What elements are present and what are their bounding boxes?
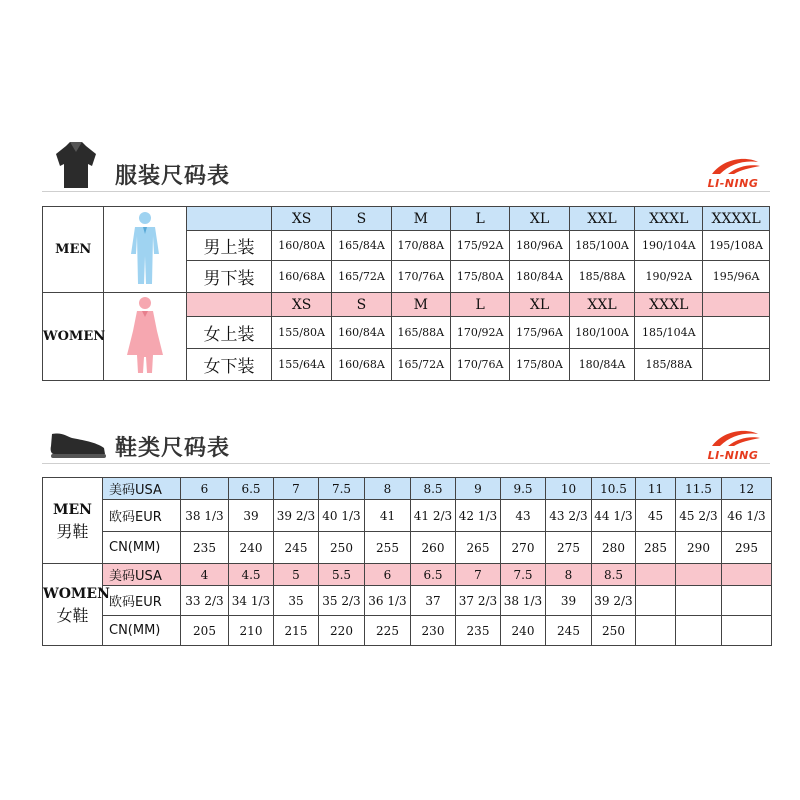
men-shoe-value: 255 (365, 532, 411, 564)
women-shoe-value: 225 (365, 616, 411, 646)
men-shoe-value: 280 (592, 532, 636, 564)
apparel-header (42, 142, 770, 192)
women-shoe-value (722, 564, 772, 586)
men-bottom-value: 170/76A (391, 261, 450, 293)
li-ning-logo-icon (698, 156, 768, 178)
women-size-corner (187, 293, 272, 317)
men-shoe-value: 7 (274, 478, 319, 500)
women-size-xs: XS (271, 293, 331, 317)
shoe-icon (48, 426, 108, 462)
men-top-value: 165/84A (332, 231, 391, 261)
men-shoe-value: 41 2/3 (411, 500, 456, 532)
brand-logo (698, 428, 768, 462)
men-shoe-value: 41 (365, 500, 411, 532)
men-bottom-value: 165/72A (332, 261, 391, 293)
women-shoe-row (43, 564, 772, 586)
men-shoe-row-label: 美码USA (103, 478, 181, 500)
women-shoe-row (43, 616, 772, 646)
men-bottom-value: 195/96A (703, 261, 770, 293)
women-shoe-value (676, 586, 722, 616)
men-shoe-value: 7.5 (319, 478, 365, 500)
women-shoe-label-cell (43, 564, 110, 646)
women-shoe-label: WOMEN (43, 585, 110, 602)
men-size-xs: XS (271, 207, 331, 231)
women-shoe-value: 36 1/3 (365, 586, 411, 616)
women-shoe-value: 33 2/3 (181, 586, 229, 616)
women-shoe-value: 5 (274, 564, 319, 586)
women-size-empty (703, 293, 770, 317)
men-shoe-row-label: CN(MM) (103, 532, 181, 564)
men-size-xxxxl: XXXXL (703, 207, 770, 231)
women-bottom-value (703, 349, 770, 381)
women-shoe-row-label: CN(MM) (103, 616, 181, 646)
men-top-value: 175/92A (450, 231, 509, 261)
men-shoe-value: 9.5 (501, 478, 546, 500)
shirt-icon (52, 140, 100, 190)
women-figure-cell (104, 293, 187, 381)
women-size-xl: XL (510, 293, 569, 317)
women-shoe-row-label: 美码USA (103, 564, 181, 586)
women-top-value (703, 317, 770, 349)
apparel-size-table (42, 206, 770, 381)
men-shoe-value: 285 (636, 532, 676, 564)
men-top-value: 160/80A (271, 231, 331, 261)
women-bottom-value: 175/80A (510, 349, 569, 381)
women-shoe-value: 35 (274, 586, 319, 616)
men-shoe-value: 265 (456, 532, 501, 564)
women-shoe-value: 37 2/3 (456, 586, 501, 616)
women-shoe-row (43, 586, 772, 616)
women-top-value: 180/100A (569, 317, 635, 349)
men-shoe-row-label: 欧码EUR (103, 500, 181, 532)
women-size-m: M (391, 293, 450, 317)
men-shoe-value: 39 2/3 (274, 500, 319, 532)
men-bottom-value: 175/80A (450, 261, 509, 293)
men-shoe-value: 42 1/3 (456, 500, 501, 532)
men-shoe-row (43, 478, 772, 500)
men-shoe-value: 12 (722, 478, 772, 500)
women-shoe-value: 220 (319, 616, 365, 646)
women-shoe-value: 230 (411, 616, 456, 646)
women-shoe-value: 4.5 (229, 564, 274, 586)
men-shoe-value: 9 (456, 478, 501, 500)
men-size-s: S (332, 207, 391, 231)
li-ning-logo-icon (698, 428, 768, 450)
women-top-value: 155/80A (271, 317, 331, 349)
women-shoe-value: 240 (501, 616, 546, 646)
men-shoe-value: 11 (636, 478, 676, 500)
women-bottom-value: 180/84A (569, 349, 635, 381)
women-shoe-value: 39 2/3 (592, 586, 636, 616)
men-top-value: 185/100A (569, 231, 635, 261)
men-shoe-value: 270 (501, 532, 546, 564)
men-shoe-value: 11.5 (676, 478, 722, 500)
men-shoe-value: 6 (181, 478, 229, 500)
men-shoe-label: MEN (53, 501, 92, 518)
men-size-xl: XL (510, 207, 569, 231)
men-shoe-row (43, 532, 772, 564)
men-figure-cell (104, 207, 187, 293)
men-shoe-value: 39 (229, 500, 274, 532)
men-size-corner (187, 207, 272, 231)
men-top-label: 男上装 (187, 231, 272, 261)
women-size-s: S (332, 293, 391, 317)
women-top-value: 160/84A (332, 317, 391, 349)
men-shoe-value: 45 2/3 (676, 500, 722, 532)
women-shoe-value: 215 (274, 616, 319, 646)
women-bottom-value: 155/64A (271, 349, 331, 381)
women-shoe-value (722, 586, 772, 616)
men-label: MEN (43, 207, 104, 293)
men-shoe-value: 43 2/3 (546, 500, 592, 532)
apparel-divider (42, 191, 770, 192)
women-shoe-value: 7.5 (501, 564, 546, 586)
shoes-divider (42, 463, 770, 464)
women-shoe-value (676, 616, 722, 646)
men-size-m: M (391, 207, 450, 231)
men-size-xxxl: XXXL (635, 207, 703, 231)
women-label: WOMEN (43, 293, 104, 381)
women-size-xxxl: XXXL (635, 293, 703, 317)
men-shoe-value: 6.5 (229, 478, 274, 500)
women-shoe-value (676, 564, 722, 586)
women-shoe-value (636, 586, 676, 616)
women-shoe-value: 250 (592, 616, 636, 646)
women-shoe-value: 38 1/3 (501, 586, 546, 616)
women-shoe-value: 5.5 (319, 564, 365, 586)
men-shoe-value: 260 (411, 532, 456, 564)
shoe-size-table (42, 477, 772, 646)
women-bottom-label: 女下装 (187, 349, 272, 381)
women-shoe-value: 34 1/3 (229, 586, 274, 616)
men-shoe-value: 45 (636, 500, 676, 532)
men-shoe-value: 38 1/3 (181, 500, 229, 532)
women-top-value: 175/96A (510, 317, 569, 349)
men-top-value: 195/108A (703, 231, 770, 261)
men-shoe-value: 46 1/3 (722, 500, 772, 532)
men-shoe-row (43, 500, 772, 532)
women-bottom-value: 160/68A (332, 349, 391, 381)
men-shoe-value: 250 (319, 532, 365, 564)
men-shoe-value: 295 (722, 532, 772, 564)
men-bottom-value: 180/84A (510, 261, 569, 293)
women-shoe-value: 7 (456, 564, 501, 586)
men-shoe-value: 290 (676, 532, 722, 564)
women-size-xxl: XXL (569, 293, 635, 317)
men-bottom-value: 190/92A (635, 261, 703, 293)
women-shoe-value: 6.5 (411, 564, 456, 586)
shoes-header (42, 414, 770, 464)
men-shoe-value: 10 (546, 478, 592, 500)
women-shoe-value (722, 616, 772, 646)
women-shoe-value: 4 (181, 564, 229, 586)
men-shoe-value: 10.5 (592, 478, 636, 500)
men-shoe-value: 235 (181, 532, 229, 564)
women-shoe-value: 245 (546, 616, 592, 646)
women-shoe-value: 6 (365, 564, 411, 586)
women-shoe-value: 210 (229, 616, 274, 646)
women-top-label: 女上装 (187, 317, 272, 349)
men-shoe-value: 245 (274, 532, 319, 564)
men-shoe-value: 8 (365, 478, 411, 500)
women-top-value: 165/88A (391, 317, 450, 349)
men-size-xxl: XXL (569, 207, 635, 231)
man-figure-icon (125, 210, 165, 286)
women-size-header-row (43, 293, 770, 317)
women-bottom-value: 185/88A (635, 349, 703, 381)
women-shoe-value (636, 616, 676, 646)
men-bottom-value: 160/68A (271, 261, 331, 293)
women-bottom-value: 165/72A (391, 349, 450, 381)
men-shoe-value: 43 (501, 500, 546, 532)
women-shoe-value: 37 (411, 586, 456, 616)
women-top-value: 170/92A (450, 317, 509, 349)
women-shoe-value: 39 (546, 586, 592, 616)
woman-figure-icon (125, 295, 165, 375)
men-size-l: L (450, 207, 509, 231)
men-bottom-value: 185/88A (569, 261, 635, 293)
men-top-value: 180/96A (510, 231, 569, 261)
women-shoe-label-cn: 女鞋 (56, 605, 89, 625)
men-shoe-value: 240 (229, 532, 274, 564)
logo-text: LI-NING (707, 449, 759, 462)
women-size-l: L (450, 293, 509, 317)
men-shoe-label-cell (43, 478, 103, 564)
men-shoe-label-cn: 男鞋 (56, 521, 89, 541)
shoes-title: 鞋类尺码表 (115, 436, 231, 461)
women-shoe-value: 235 (456, 616, 501, 646)
women-shoe-value: 205 (181, 616, 229, 646)
men-bottom-label: 男下装 (187, 261, 272, 293)
women-shoe-value: 8.5 (592, 564, 636, 586)
women-shoe-value: 35 2/3 (319, 586, 365, 616)
men-shoe-value: 44 1/3 (592, 500, 636, 532)
women-shoe-value (636, 564, 676, 586)
women-bottom-value: 170/76A (450, 349, 509, 381)
men-top-value: 190/104A (635, 231, 703, 261)
men-size-header-row (43, 207, 770, 231)
men-top-value: 170/88A (391, 231, 450, 261)
men-shoe-value: 40 1/3 (319, 500, 365, 532)
women-shoe-row-label: 欧码EUR (103, 586, 181, 616)
women-top-value: 185/104A (635, 317, 703, 349)
logo-text: LI-NING (707, 177, 759, 190)
women-shoe-value: 8 (546, 564, 592, 586)
men-shoe-value: 275 (546, 532, 592, 564)
men-shoe-value: 8.5 (411, 478, 456, 500)
apparel-title: 服装尺码表 (115, 164, 231, 189)
brand-logo (698, 156, 768, 190)
